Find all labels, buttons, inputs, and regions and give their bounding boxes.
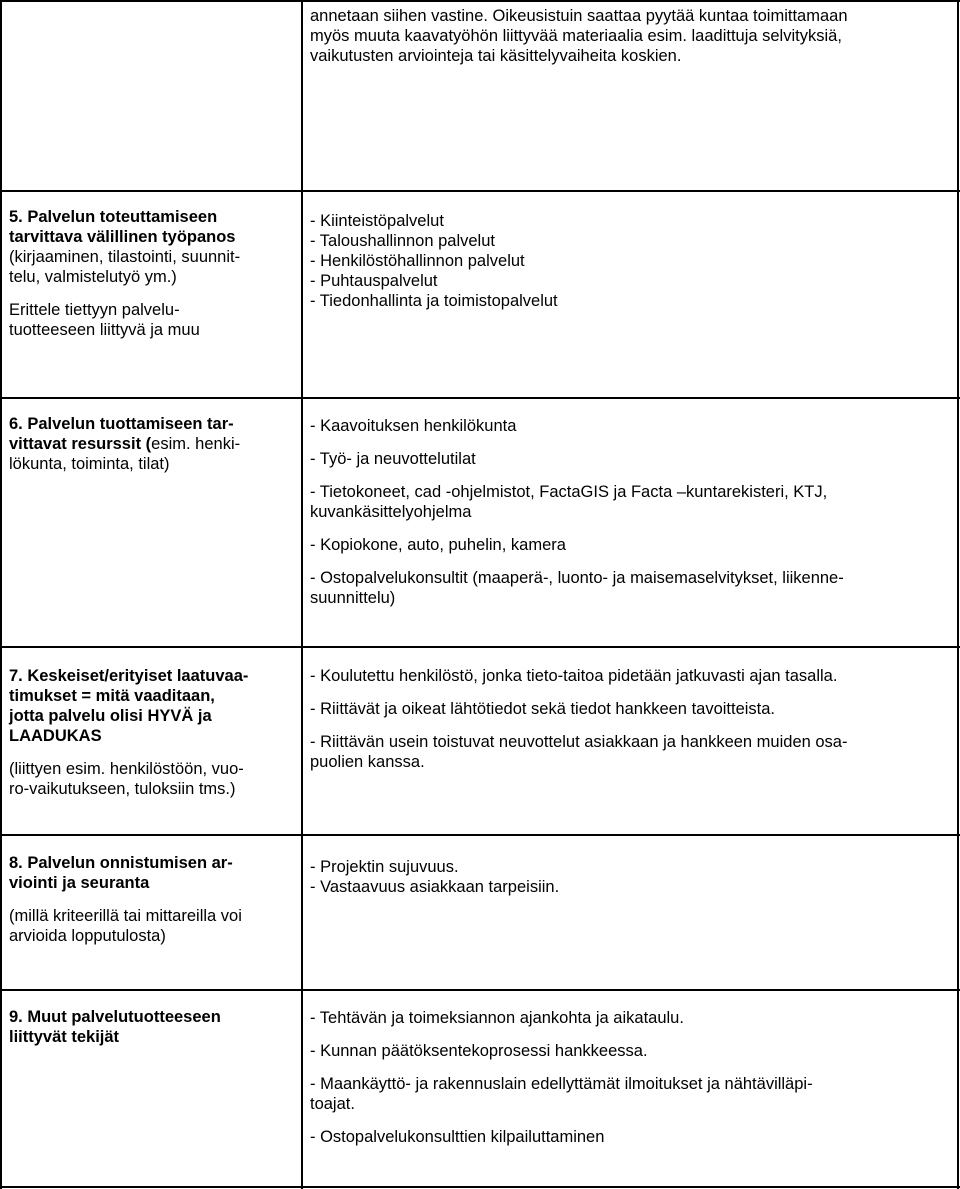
row-divider: [0, 834, 960, 836]
row7-right-cell: [310, 666, 950, 785]
row-title-line: tarvittava välillinen työpanos: [9, 228, 236, 246]
list-item: - Projektin sujuvuus.: [310, 858, 459, 876]
row-title-line: jotta palvelu olisi HYVÄ ja: [9, 707, 212, 725]
list-item: - Riittävän usein toistuvat neuvottelut asiakkaan ja hankkeen muiden osa- puolien kanssa.: [310, 733, 848, 771]
list-item: - Ostopalvelukonsultit (maaperä-, luonto- ja maisemaselvitykset, liikenne- suunnittelu): [310, 569, 844, 607]
list-item: - Kaavoituksen henkilökunta: [310, 417, 517, 435]
row9-left-cell: [9, 1007, 297, 1047]
row-divider: [0, 989, 960, 991]
list-item: - Kunnan päätöksentekoprosessi hankkeessa.: [310, 1042, 648, 1060]
list-item: - Koulutettu henkilöstö, jonka tieto-taitoa pidetään jatkuvasti ajan tasalla.: [310, 667, 838, 685]
list-item: - Puhtauspalvelut: [310, 272, 438, 290]
row-note-line: Erittele tiettyyn palvelu-: [9, 301, 180, 319]
row-description-line: (liittyen esim. henkilöstöön, vuo-: [9, 760, 244, 778]
list-item: - Vastaavuus asiakkaan tarpeisiin.: [310, 878, 560, 896]
row-description-line: (kirjaaminen, tilastointi, suunnit-: [9, 248, 241, 266]
list-item: - Maankäyttö- ja rakennuslain edellyttämät ilmoitukset ja nähtävilläpi- toajat.: [310, 1075, 813, 1113]
row8-left-cell: [9, 853, 297, 946]
text-line: myös muuta kaavatyöhön liittyvää materiaalia esim. laadittuja selvityksiä,: [310, 27, 842, 45]
row-note-line: tuotteeseen liittyvä ja muu: [9, 321, 200, 339]
list-item: - Työ- ja neuvottelutilat: [310, 450, 476, 468]
row-title-line: 6. Palvelun tuottamiseen tar-: [9, 415, 234, 433]
text-line: annetaan siihen vastine. Oikeusistuin saattaa pyytää kuntaa toimittamaan: [310, 7, 848, 25]
list-item: - Taloushallinnon palvelut: [310, 232, 495, 250]
row-title-line: vittavat resurssit (: [9, 435, 152, 453]
row-title-line: viointi ja seuranta: [9, 874, 150, 892]
table-border-bottom: [0, 1186, 960, 1188]
row-title-line: 9. Muut palvelutuotteeseen: [9, 1008, 221, 1026]
row5-left-cell: [9, 207, 297, 340]
row-divider: [0, 190, 960, 192]
row6-left-cell: [9, 414, 297, 474]
row8-right-cell: [310, 857, 950, 897]
row7-left-cell: [9, 666, 297, 799]
row-title-line: 8. Palvelun onnistumisen ar-: [9, 854, 233, 872]
row-title-line: liittyvät tekijät: [9, 1028, 120, 1046]
row-divider: [0, 646, 960, 648]
column-divider: [301, 0, 303, 1189]
row-title-line: timukset = mitä vaaditaan,: [9, 687, 215, 705]
row-divider: [0, 397, 960, 399]
row-title-line: 7. Keskeiset/erityiset laatuvaa-: [9, 667, 249, 685]
row-description-line: esim. henki-: [151, 435, 241, 453]
list-item: - Tehtävän ja toimeksiannon ajankohta ja aikataulu.: [310, 1009, 684, 1027]
row-description-line: ro-vaikutukseen, tuloksiin tms.): [9, 780, 236, 798]
list-item: - Tiedonhallinta ja toimistopalvelut: [310, 292, 558, 310]
row9-right-cell: [310, 1008, 950, 1160]
table-border-right: [957, 0, 959, 1189]
row-title-line: LAADUKAS: [9, 727, 102, 745]
list-item: - Kopiokone, auto, puhelin, kamera: [310, 536, 566, 554]
row-description-line: telu, valmistelutyö ym.): [9, 268, 177, 286]
row-description-line: lökunta, toiminta, tilat): [9, 455, 170, 473]
row5-right-cell: [310, 211, 950, 311]
table-border-left: [0, 0, 2, 1189]
row-description-line: arvioida lopputulosta): [9, 927, 166, 945]
list-item: - Ostopalvelukonsulttien kilpailuttaminen: [310, 1128, 605, 1146]
text-line: vaikutusten arviointeja tai käsittelyvaiheita koskien.: [310, 47, 682, 65]
list-item: - Tietokoneet, cad -ohjelmistot, FactaGIS ja Facta –kuntarekisteri, KTJ, kuvankäsittelyohjelma: [310, 483, 828, 521]
list-item: - Henkilöstöhallinnon palvelut: [310, 252, 525, 270]
list-item: - Riittävät ja oikeat lähtötiedot sekä tiedot hankkeen tavoitteista.: [310, 700, 776, 718]
row-title-line: 5. Palvelun toteuttamiseen: [9, 208, 218, 226]
row-description-line: (millä kriteerillä tai mittareilla voi: [9, 907, 242, 925]
table-border-top: [0, 0, 960, 2]
list-item: - Kiinteistöpalvelut: [310, 212, 444, 230]
row0-right-cell: [310, 6, 950, 66]
row6-right-cell: [310, 416, 950, 621]
